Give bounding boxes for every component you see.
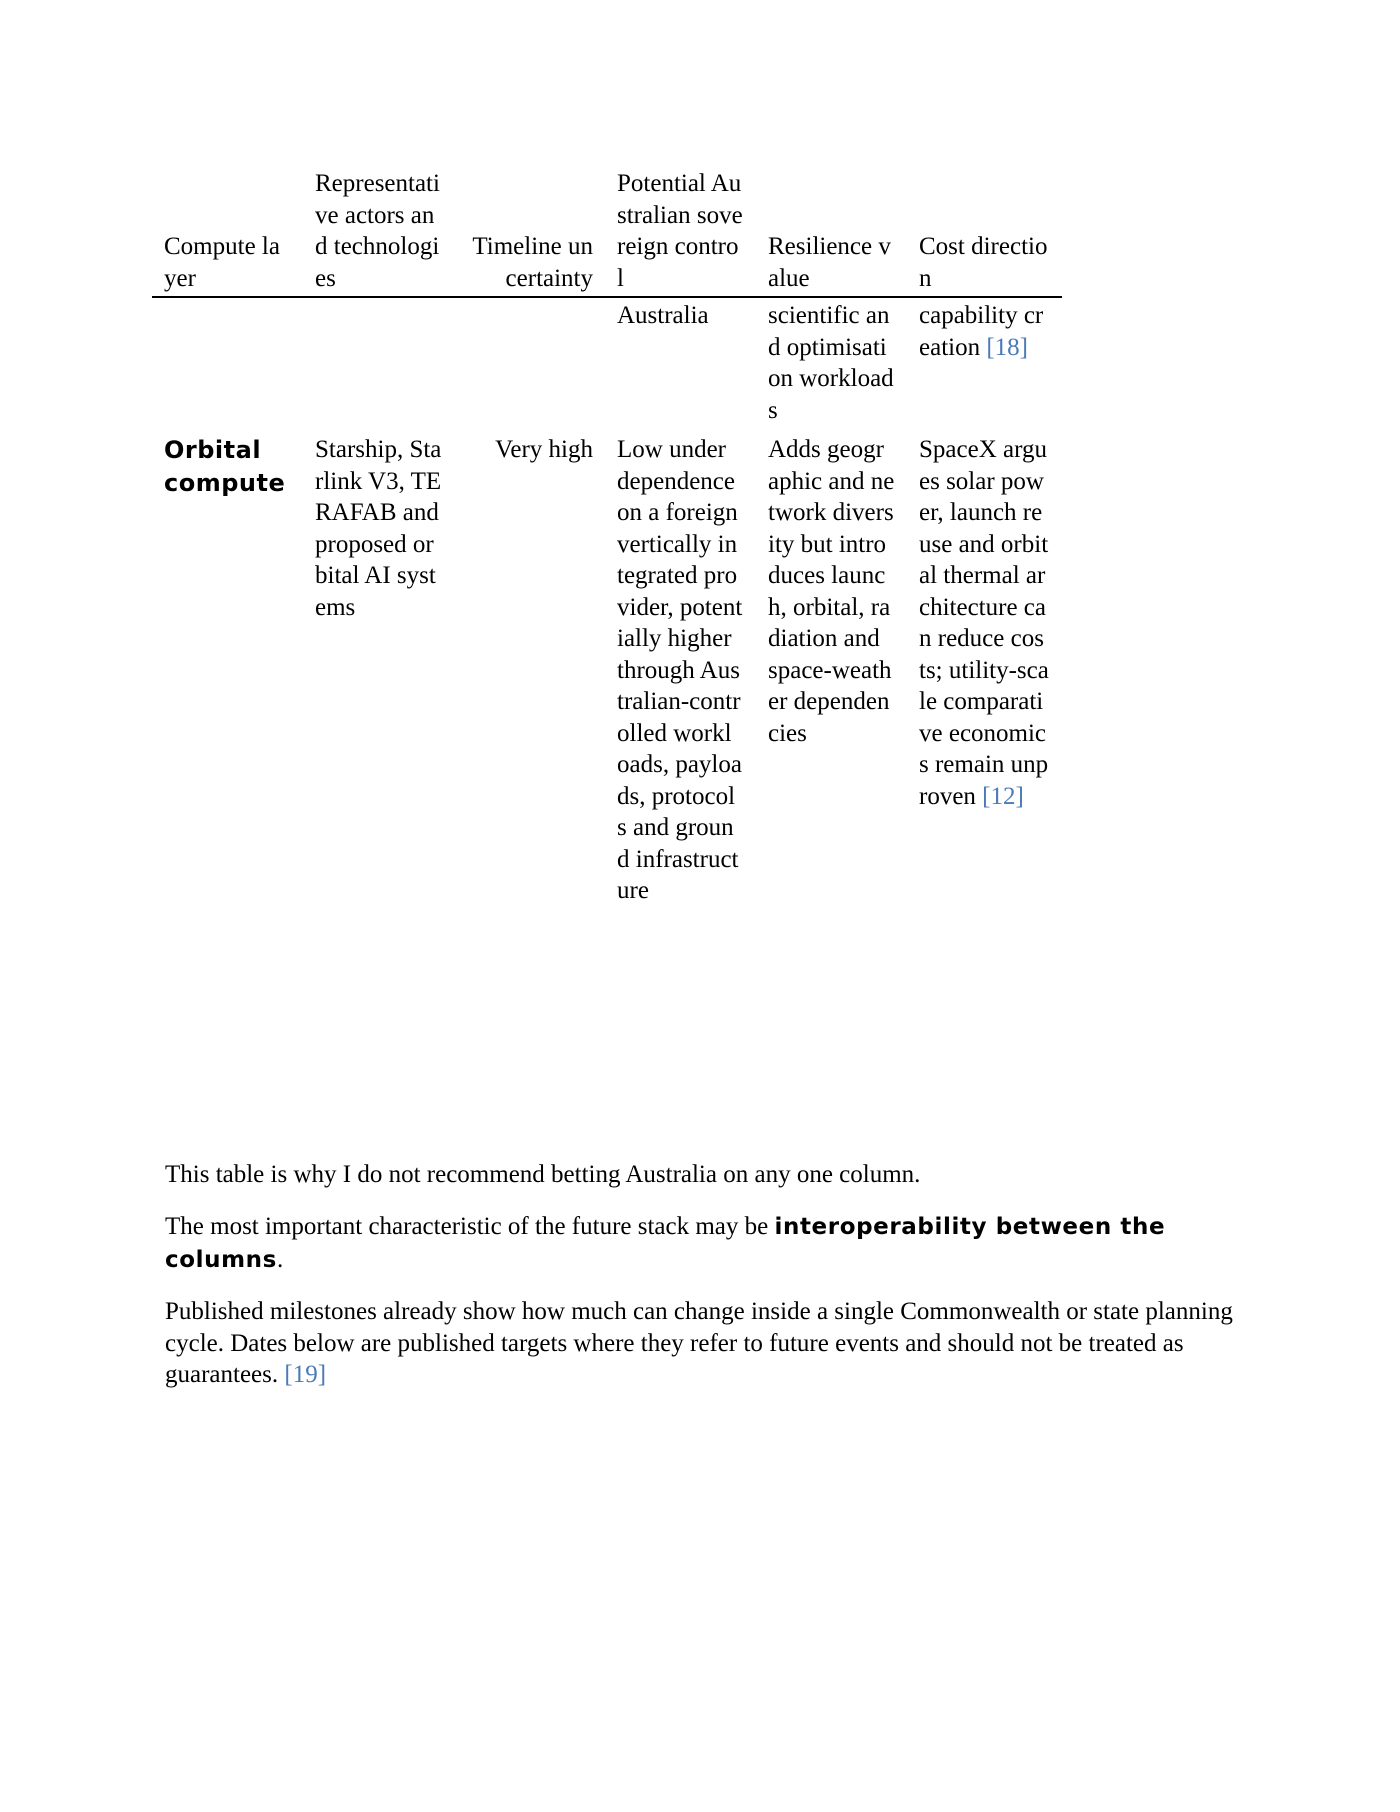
paragraph-text: .	[276, 1245, 284, 1273]
citation-link[interactable]: [18]	[986, 333, 1028, 361]
cell-empty	[303, 297, 454, 434]
paragraph-text: Published milestones already show how much can change inside a single Commonwealth or state planning cycle. Dates below are published targets where they refer to future events and should not be treated as guarantees.	[165, 1298, 1233, 1388]
cost-direction-text: SpaceX argues solar power, launch reuse and orbital thermal architecture can reduce costs; utility-scale comparative economics remain unproven	[919, 436, 1049, 810]
layer-name: Orbital compute	[164, 436, 286, 497]
compute-layer-table	[152, 168, 1062, 907]
cell-cost-direction	[907, 297, 1062, 434]
cell-sovereign-control: Low under dependence on a foreign vertically integrated provider, potentially higher through Australian-controlled workloads, payloads, protocols and ground infrastructure	[617, 436, 743, 904]
table-row-continued	[152, 297, 1062, 434]
header-resilience-value: Resilience value	[756, 168, 907, 297]
paragraph	[165, 1211, 1245, 1276]
header-sovereign-control: Potential Australian sovereign control	[605, 168, 756, 297]
table-header-row	[152, 168, 1062, 297]
header-cost-direction: Cost direction	[907, 168, 1062, 297]
cell-cost-direction	[907, 434, 1062, 907]
citation-link[interactable]: [12]	[982, 782, 1024, 810]
cell-empty	[454, 297, 605, 434]
bold-phrase: interoperability between the columns	[165, 1214, 1166, 1273]
header-compute-layer: Compute layer	[152, 168, 303, 297]
cell-representative-actors: Starship, Starlink V3, TERAFAB and proposed orbital AI systems	[315, 436, 442, 621]
header-timeline-uncertainty: Timeline uncertainty	[454, 168, 605, 297]
cell-resilience-value: Adds geographic and network diversity but introduces launch, orbital, radiation and space-weather dependencies	[768, 436, 895, 747]
cell-resilience-value: scientific and optimisation workloads	[768, 302, 894, 424]
cell-empty	[152, 297, 303, 434]
paragraph-text: The most important characteristic of the future stack may be	[165, 1213, 775, 1240]
citation-link[interactable]: [19]	[284, 1361, 327, 1388]
paragraph	[165, 1296, 1245, 1391]
table-row	[152, 434, 1062, 907]
cell-sovereign-control: Australia	[617, 302, 709, 329]
cell-timeline-uncertainty: Very high	[495, 436, 593, 463]
cost-direction-text: capability creation	[919, 302, 1044, 361]
paragraph: This table is why I do not recommend betting Australia on any one column.	[165, 1161, 921, 1188]
cell-compute-layer	[152, 434, 303, 907]
header-representative-actors: Representative actors and technologies	[303, 168, 454, 297]
